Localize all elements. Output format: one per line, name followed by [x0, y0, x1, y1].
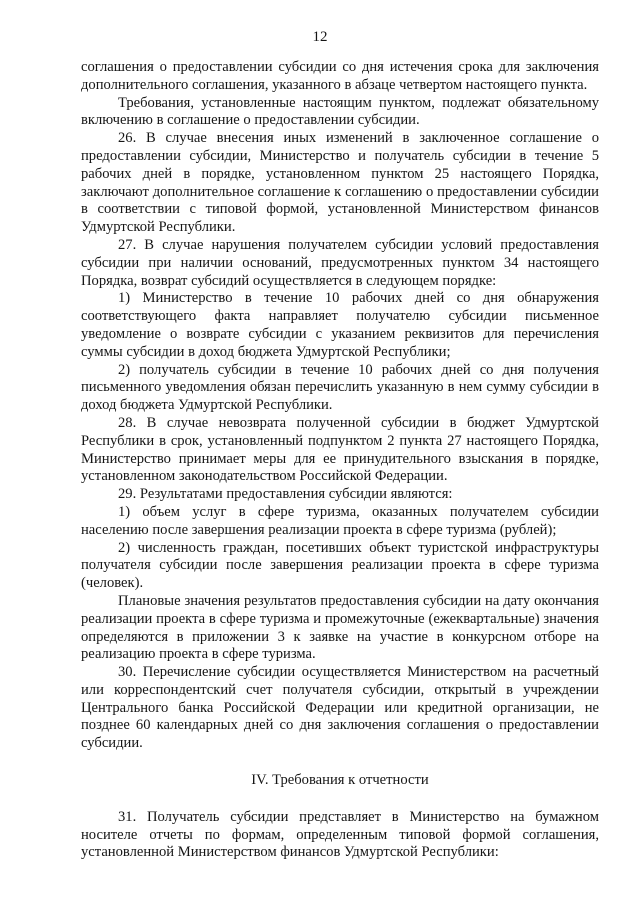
paragraph-31: 31. Получатель субсидии представляет в Министерство на бумажном носителе отчеты по формам, определенным типовой формой соглашения, установленной Министерством финансов Удмуртской Республики:: [81, 808, 599, 861]
paragraph-29-item-2: 2) численность граждан, посетивших объект туристской инфраструктуры получателя субсидии после завершения реализации проекта в сфере туризма (человек).: [81, 539, 599, 592]
section-heading: IV. Требования к отчетности: [251, 772, 429, 789]
paragraph-30: 30. Перечисление субсидии осуществляется Министерством на расчетный или корреспондентский счет получателя субсидии, открытый в учреждении Центрального банка Российской Федерации или кредитной организации, не позднее 60 календарных дней со дня заключения соглашения о предоставлении субсидии.: [81, 664, 599, 752]
paragraph-27: 27. В случае нарушения получателем субсидии условий предоставления субсидии при наличии оснований, предусмотренных пунктом 34 настоящего Порядка, возврат субсидий осуществляется в следующем порядке:: [81, 236, 599, 289]
paragraph-29: 29. Результатами предоставления субсидии являются:: [118, 486, 453, 503]
document-body: [81, 59, 599, 862]
paragraph-27-item-1: 1) Министерство в течение 10 рабочих дней со дня обнаружения соответствующего факта направляет получателю субсидии письменное уведомление о возврате субсидии с указанием реквизитов для перечисления суммы субсидии в доход бюджета Удмуртской Республики;: [81, 290, 599, 360]
paragraph-planned-values: Плановые значения результатов предоставления субсидии на дату окончания реализации проекта в сфере туризма и промежуточные (ежеквартальные) значения определяются в приложении 3 к заявке на участие в конкурсном отборе на реализацию проекта в сфере туризма.: [81, 592, 599, 663]
page-number: 12: [312, 29, 328, 45]
paragraph-agreement-deadline: соглашения о предоставлении субсидии со дня истечения срока для заключения дополнительного соглашения, указанного в абзаце четвертом настоящего пункта.: [81, 59, 599, 93]
paragraph-26: 26. В случае внесения иных изменений в заключенное соглашение о предоставлении субсидии, Министерство и получатель субсидии в течение 5 рабочих дней в порядке, установленном пунктом 25 настоящего Порядка, заключают дополнительное соглашение к соглашению о предоставлении субсидии в соответствии с типовой формой, установленной Министерством финансов Удмуртской Республики.: [81, 130, 599, 236]
paragraph-28: 28. В случае невозврата полученной субсидии в бюджет Удмуртской Республики в срок, установленный подпунктом 2 пункта 27 настоящего Порядка, Министерство принимает меры для ее принудительного взыскания в порядке, установленном законодательством Российской Федерации.: [81, 414, 599, 485]
paragraph-29-item-1: 1) объем услуг в сфере туризма, оказанных получателем субсидии населению после завершения реализации проекта в сфере туризма (рублей);: [81, 503, 599, 538]
paragraph-requirements: Требования, установленные настоящим пунктом, подлежат обязательному включению в соглашение о предоставлении субсидии.: [81, 94, 599, 129]
paragraph-27-item-2: 2) получатель субсидии в течение 10 рабочих дней со дня получения письменного уведомления обязан перечислить указанную в нем сумму субсидии в доход бюджета Удмуртской Республики.: [81, 361, 599, 414]
